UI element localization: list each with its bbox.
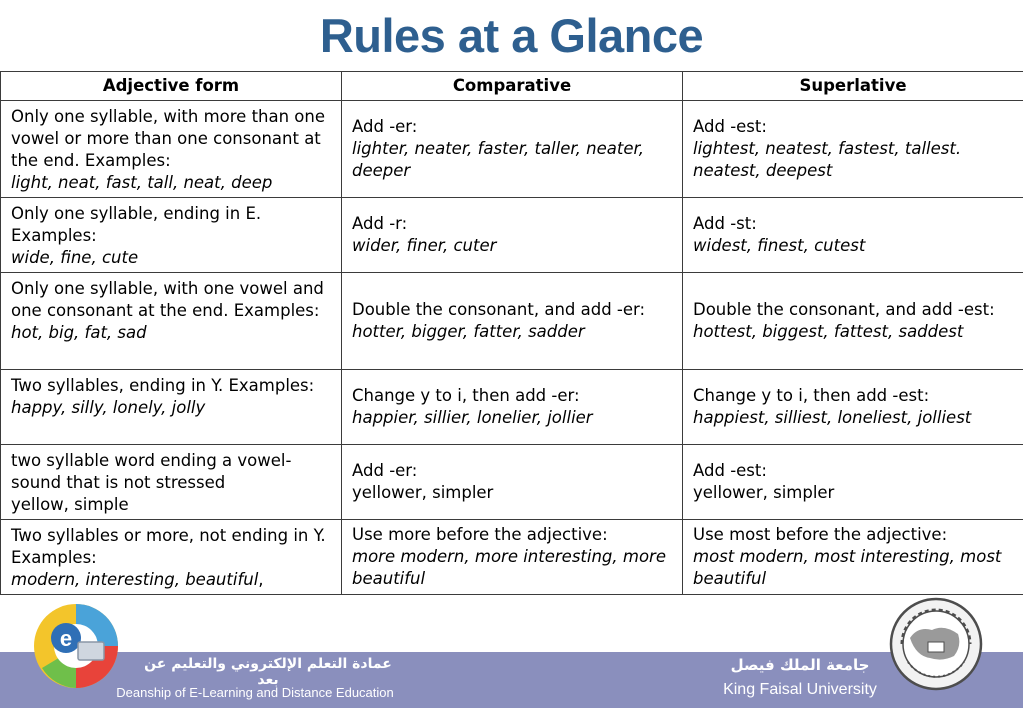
adjective-form-cell: [1, 101, 342, 198]
form-description: Only one syllable, with more than one vowel or more than one consonant at the end. Examples:: [11, 107, 326, 170]
comparative-cell: [342, 198, 683, 273]
adjective-form-cell: [1, 198, 342, 273]
rules-table: [0, 71, 1023, 595]
superlative-rule: Add -est:: [693, 117, 767, 136]
table-row: [1, 445, 1023, 520]
form-description: Two syllables or more, not ending in Y. Examples:: [11, 526, 326, 567]
form-examples: modern, interesting, beautiful: [11, 570, 259, 589]
superlative-cell: [683, 198, 1023, 273]
form-examples-suffix: ,: [258, 570, 264, 589]
comparative-rule: Add -r:: [352, 214, 408, 233]
superlative-cell: [683, 445, 1023, 520]
superlative-examples: yellower, simpler: [693, 483, 835, 502]
comparative-examples: wider, finer, cuter: [352, 236, 497, 255]
superlative-cell: [683, 101, 1023, 198]
adjective-form-cell: [1, 273, 342, 370]
superlative-rule: Add -st:: [693, 214, 757, 233]
comparative-examples: more modern, more interesting, more beautiful: [352, 547, 666, 588]
adjective-form-cell: [1, 445, 342, 520]
header-adjective-form: Adjective form: [1, 72, 342, 101]
logo-letter: e: [59, 626, 73, 651]
comparative-examples: hotter, bigger, fatter, sadder: [352, 322, 585, 341]
table-row: [1, 370, 1023, 445]
superlative-cell: [683, 273, 1023, 370]
comparative-cell: [342, 520, 683, 595]
comparative-cell: [342, 101, 683, 198]
header-comparative: Comparative: [342, 72, 683, 101]
form-examples: hot, big, fat, sad: [11, 323, 147, 342]
comparative-cell: [342, 273, 683, 370]
comparative-rule: Use more before the adjective:: [352, 525, 608, 544]
form-examples: light, neat, fast, tall, neat, deep: [11, 173, 273, 192]
page-title: Rules at a Glance: [319, 9, 704, 62]
form-description: two syllable word ending a vowel-sound that is not stressed: [11, 451, 292, 492]
comparative-rule: Add -er:: [352, 461, 418, 480]
header-superlative: Superlative: [683, 72, 1023, 101]
university-english-name: King Faisal University: [723, 681, 877, 698]
form-examples: yellow, simple: [11, 495, 129, 514]
form-description: Only one syllable, ending in E. Examples:: [11, 204, 262, 245]
superlative-cell: [683, 370, 1023, 445]
comparative-examples: lighter, neater, faster, taller, neater, deeper: [352, 139, 644, 180]
superlative-rule: Change y to i, then add -est:: [693, 386, 930, 405]
superlative-examples: hottest, biggest, fattest, saddest: [693, 322, 964, 341]
comparative-rule: Change y to i, then add -er:: [352, 386, 580, 405]
superlative-rule: Double the consonant, and add -est:: [693, 300, 995, 319]
form-examples: happy, silly, lonely, jolly: [11, 398, 206, 417]
table-row: [1, 520, 1023, 595]
superlative-examples: happiest, silliest, loneliest, jolliest: [693, 408, 972, 427]
superlative-examples: lightest, neatest, fastest, tallest. neatest, deepest: [693, 139, 962, 180]
superlative-rule: Add -est:: [693, 461, 767, 480]
table-row: [1, 198, 1023, 273]
table-row: [1, 273, 1023, 370]
superlative-examples: widest, finest, cutest: [693, 236, 866, 255]
deanship-arabic-name: عمادة التعلم الإلكتروني والتعليم عن بعد: [144, 656, 392, 688]
superlative-rule: Use most before the adjective:: [693, 525, 948, 544]
form-examples: wide, fine, cute: [11, 248, 139, 267]
adjective-form-cell: [1, 370, 342, 445]
elearning-logo: [30, 598, 122, 694]
table-row: [1, 101, 1023, 198]
comparative-cell: [342, 445, 683, 520]
comparative-rule: Add -er:: [352, 117, 418, 136]
footer-bar: [0, 652, 1023, 708]
form-description: Only one syllable, with one vowel and one consonant at the end. Examples:: [11, 279, 324, 320]
deanship-english-name: Deanship of E-Learning and Distance Education: [116, 685, 394, 700]
comparative-rule: Double the consonant, and add -er:: [352, 300, 646, 319]
comparative-examples: yellower, simpler: [352, 483, 494, 502]
university-seal-logo: [888, 596, 984, 692]
university-arabic-name: جامعة الملك فيصل: [730, 656, 870, 674]
comparative-examples: happier, sillier, lonelier, jollier: [352, 408, 593, 427]
adjective-form-cell: [1, 520, 342, 595]
comparative-cell: [342, 370, 683, 445]
form-description: Two syllables, ending in Y. Examples:: [11, 376, 315, 395]
superlative-cell: [683, 520, 1023, 595]
superlative-examples: most modern, most interesting, most beautiful: [693, 547, 1002, 588]
table-header-row: [1, 72, 1023, 101]
